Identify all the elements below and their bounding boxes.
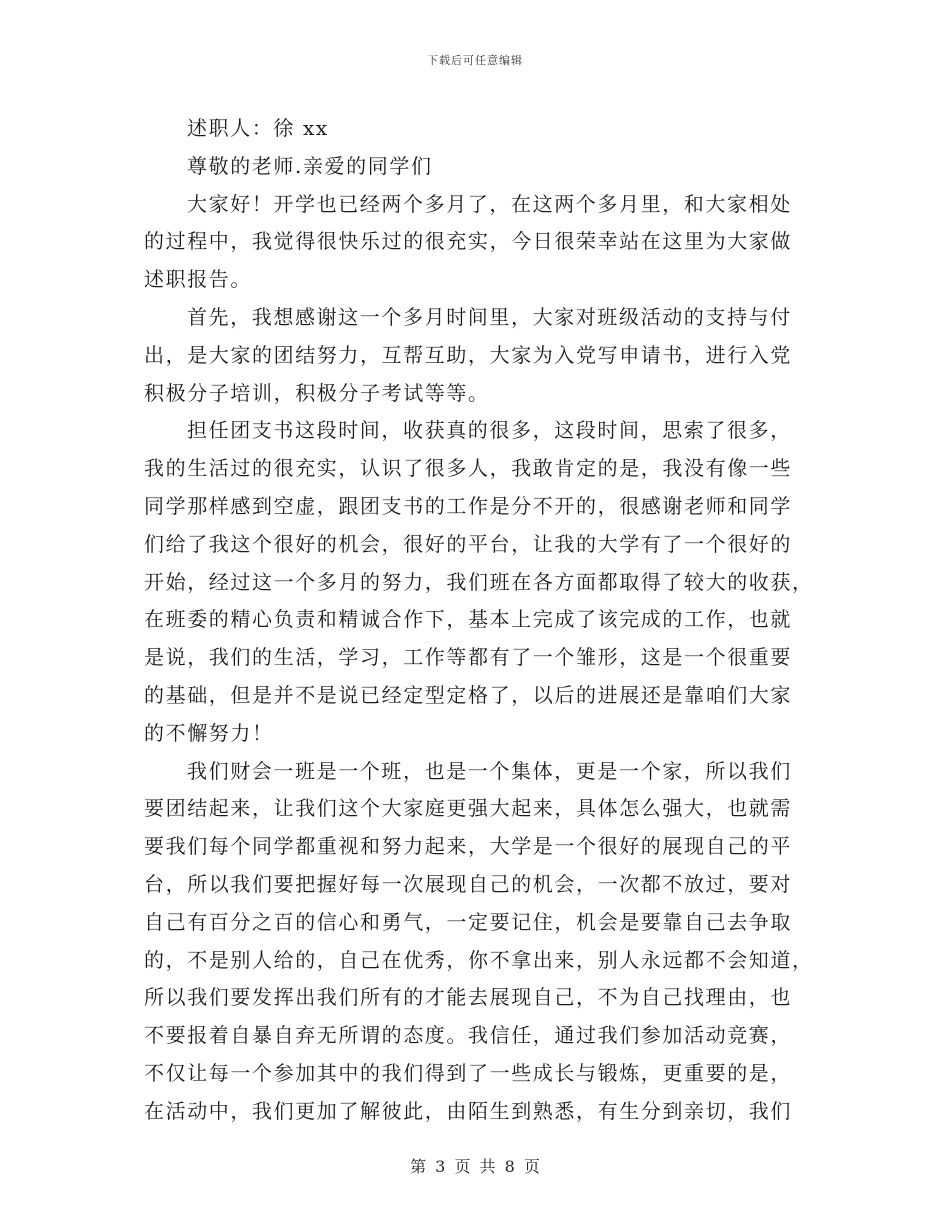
text-line: 的不懈努力！	[144, 720, 274, 745]
text-line: 不仅让每一个参加其中的我们得到了一些成长与锻炼，更重要的是，	[144, 1060, 792, 1085]
text-line: 的，不是别人给的，自己在优秀，你不拿出来，别人永远都不会知道，	[144, 947, 814, 972]
text-line: 述职报告。	[144, 267, 252, 292]
text-line: 在活动中，我们更加了解彼此，由陌生到熟悉，有生分到亲切，我们	[144, 1098, 792, 1123]
text-line: 大家好！开学也已经两个多月了，在这两个多月里，和大家相处	[187, 191, 792, 216]
text-line: 我们财会一班是一个班，也是一个集体，更是一个家，所以我们	[187, 758, 792, 783]
page-footer: 第 3 页 共 8 页	[410, 1157, 540, 1176]
text-line: 自己有百分之百的信心和勇气，一定要记住，机会是要靠自己去争取	[144, 909, 792, 934]
text-line: 同学那样感到空虚，跟团支书的工作是分不开的，很感谢老师和同学	[144, 493, 792, 518]
text-line: 开始，经过这一个多月的努力，我们班在各方面都取得了较大的收获，	[144, 569, 814, 594]
text-line: 在班委的精心负责和精诚合作下，基本上完成了该完成的工作，也就	[144, 607, 792, 632]
text-line: 积极分子培训，积极分子考试等等。	[144, 380, 490, 405]
text-line: 不要报着自暴自弃无所谓的态度。我信任，通过我们参加活动竞赛，	[144, 1023, 792, 1048]
text-line: 台，所以我们要把握好每一次展现自己的机会，一次都不放过，要对	[144, 871, 792, 896]
text-line: 首先，我想感谢这一个多月时间里，大家对班级活动的支持与付	[187, 304, 792, 329]
text-line: 我的生活过的很充实，认识了很多人，我敢肯定的是，我没有像一些	[144, 456, 792, 481]
text-line: 要我们每个同学都重视和努力起来，大学是一个很好的展现自己的平	[144, 834, 792, 859]
text-line: 是说，我们的生活，学习，工作等都有了一个雏形，这是一个很重要	[144, 645, 792, 670]
text-line: 的基础，但是并不是说已经定型定格了，以后的进展还是靠咱们大家	[144, 682, 792, 707]
page-header: 下载后可任意编辑	[427, 54, 523, 67]
text-line: 尊敬的老师.亲爱的同学们	[187, 153, 433, 178]
text-line: 所以我们要发挥出我们所有的才能去展现自己，不为自己找理由，也	[144, 985, 792, 1010]
text-line: 们给了我这个很好的机会，很好的平台，让我的大学有了一个很好的	[144, 531, 792, 556]
text-line: 的过程中，我觉得很快乐过的很充实，今日很荣幸站在这里为大家做	[144, 229, 792, 254]
document-body	[144, 110, 814, 1131]
text-line: 要团结起来，让我们这个大家庭更强大起来，具体怎么强大，也就需	[144, 796, 792, 821]
text-line: 述职人：徐 xx	[187, 116, 329, 140]
text-line: 担任团支书这段时间，收获真的很多，这段时间，思索了很多，	[187, 418, 792, 443]
text-line: 出，是大家的团结努力，互帮互助，大家为入党写申请书，进行入党	[144, 342, 792, 367]
